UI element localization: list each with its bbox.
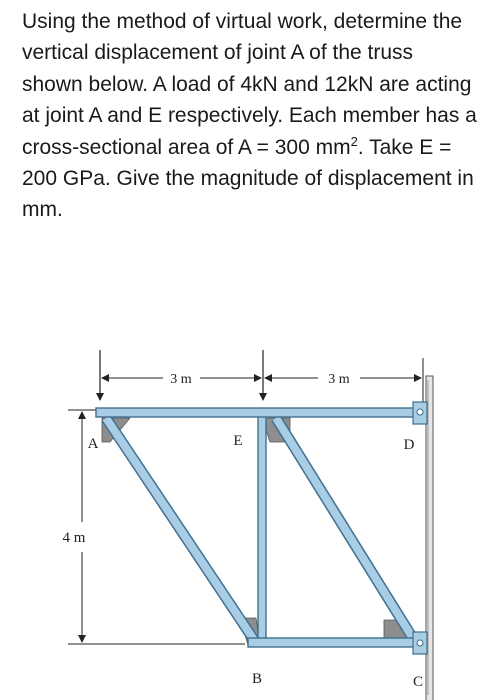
dimension-label-vertical: 4 m xyxy=(62,530,86,546)
question-part2: . Take E = 200 GPa. Give the magnitude of displacement in mm. xyxy=(22,135,474,222)
superscript-exponent: 2 xyxy=(350,133,358,149)
pin-support-c xyxy=(413,632,427,654)
dimension-top xyxy=(100,350,423,405)
dimension-label-left: 3 m xyxy=(170,372,192,387)
question-part1: Using the method of virtual work, determine the vertical displacement of joint A of the truss shown below. A load of 4kN and 12kN are acting at joint A and E respectively. Each member has a cross-sectional area of A = 300 mm xyxy=(22,10,477,159)
joint-label-d: D xyxy=(403,437,415,453)
joint-label-a: A xyxy=(87,436,99,452)
gusset-plates xyxy=(102,418,412,645)
truss-figure xyxy=(0,350,487,700)
dimension-label-right: 3 m xyxy=(328,372,350,387)
truss-members xyxy=(96,408,418,647)
pin-support-d xyxy=(413,402,427,424)
joint-label-e: E xyxy=(233,433,243,449)
joint-label-c: C xyxy=(412,674,424,690)
joint-label-b: B xyxy=(251,671,263,687)
question-text xyxy=(22,6,477,226)
